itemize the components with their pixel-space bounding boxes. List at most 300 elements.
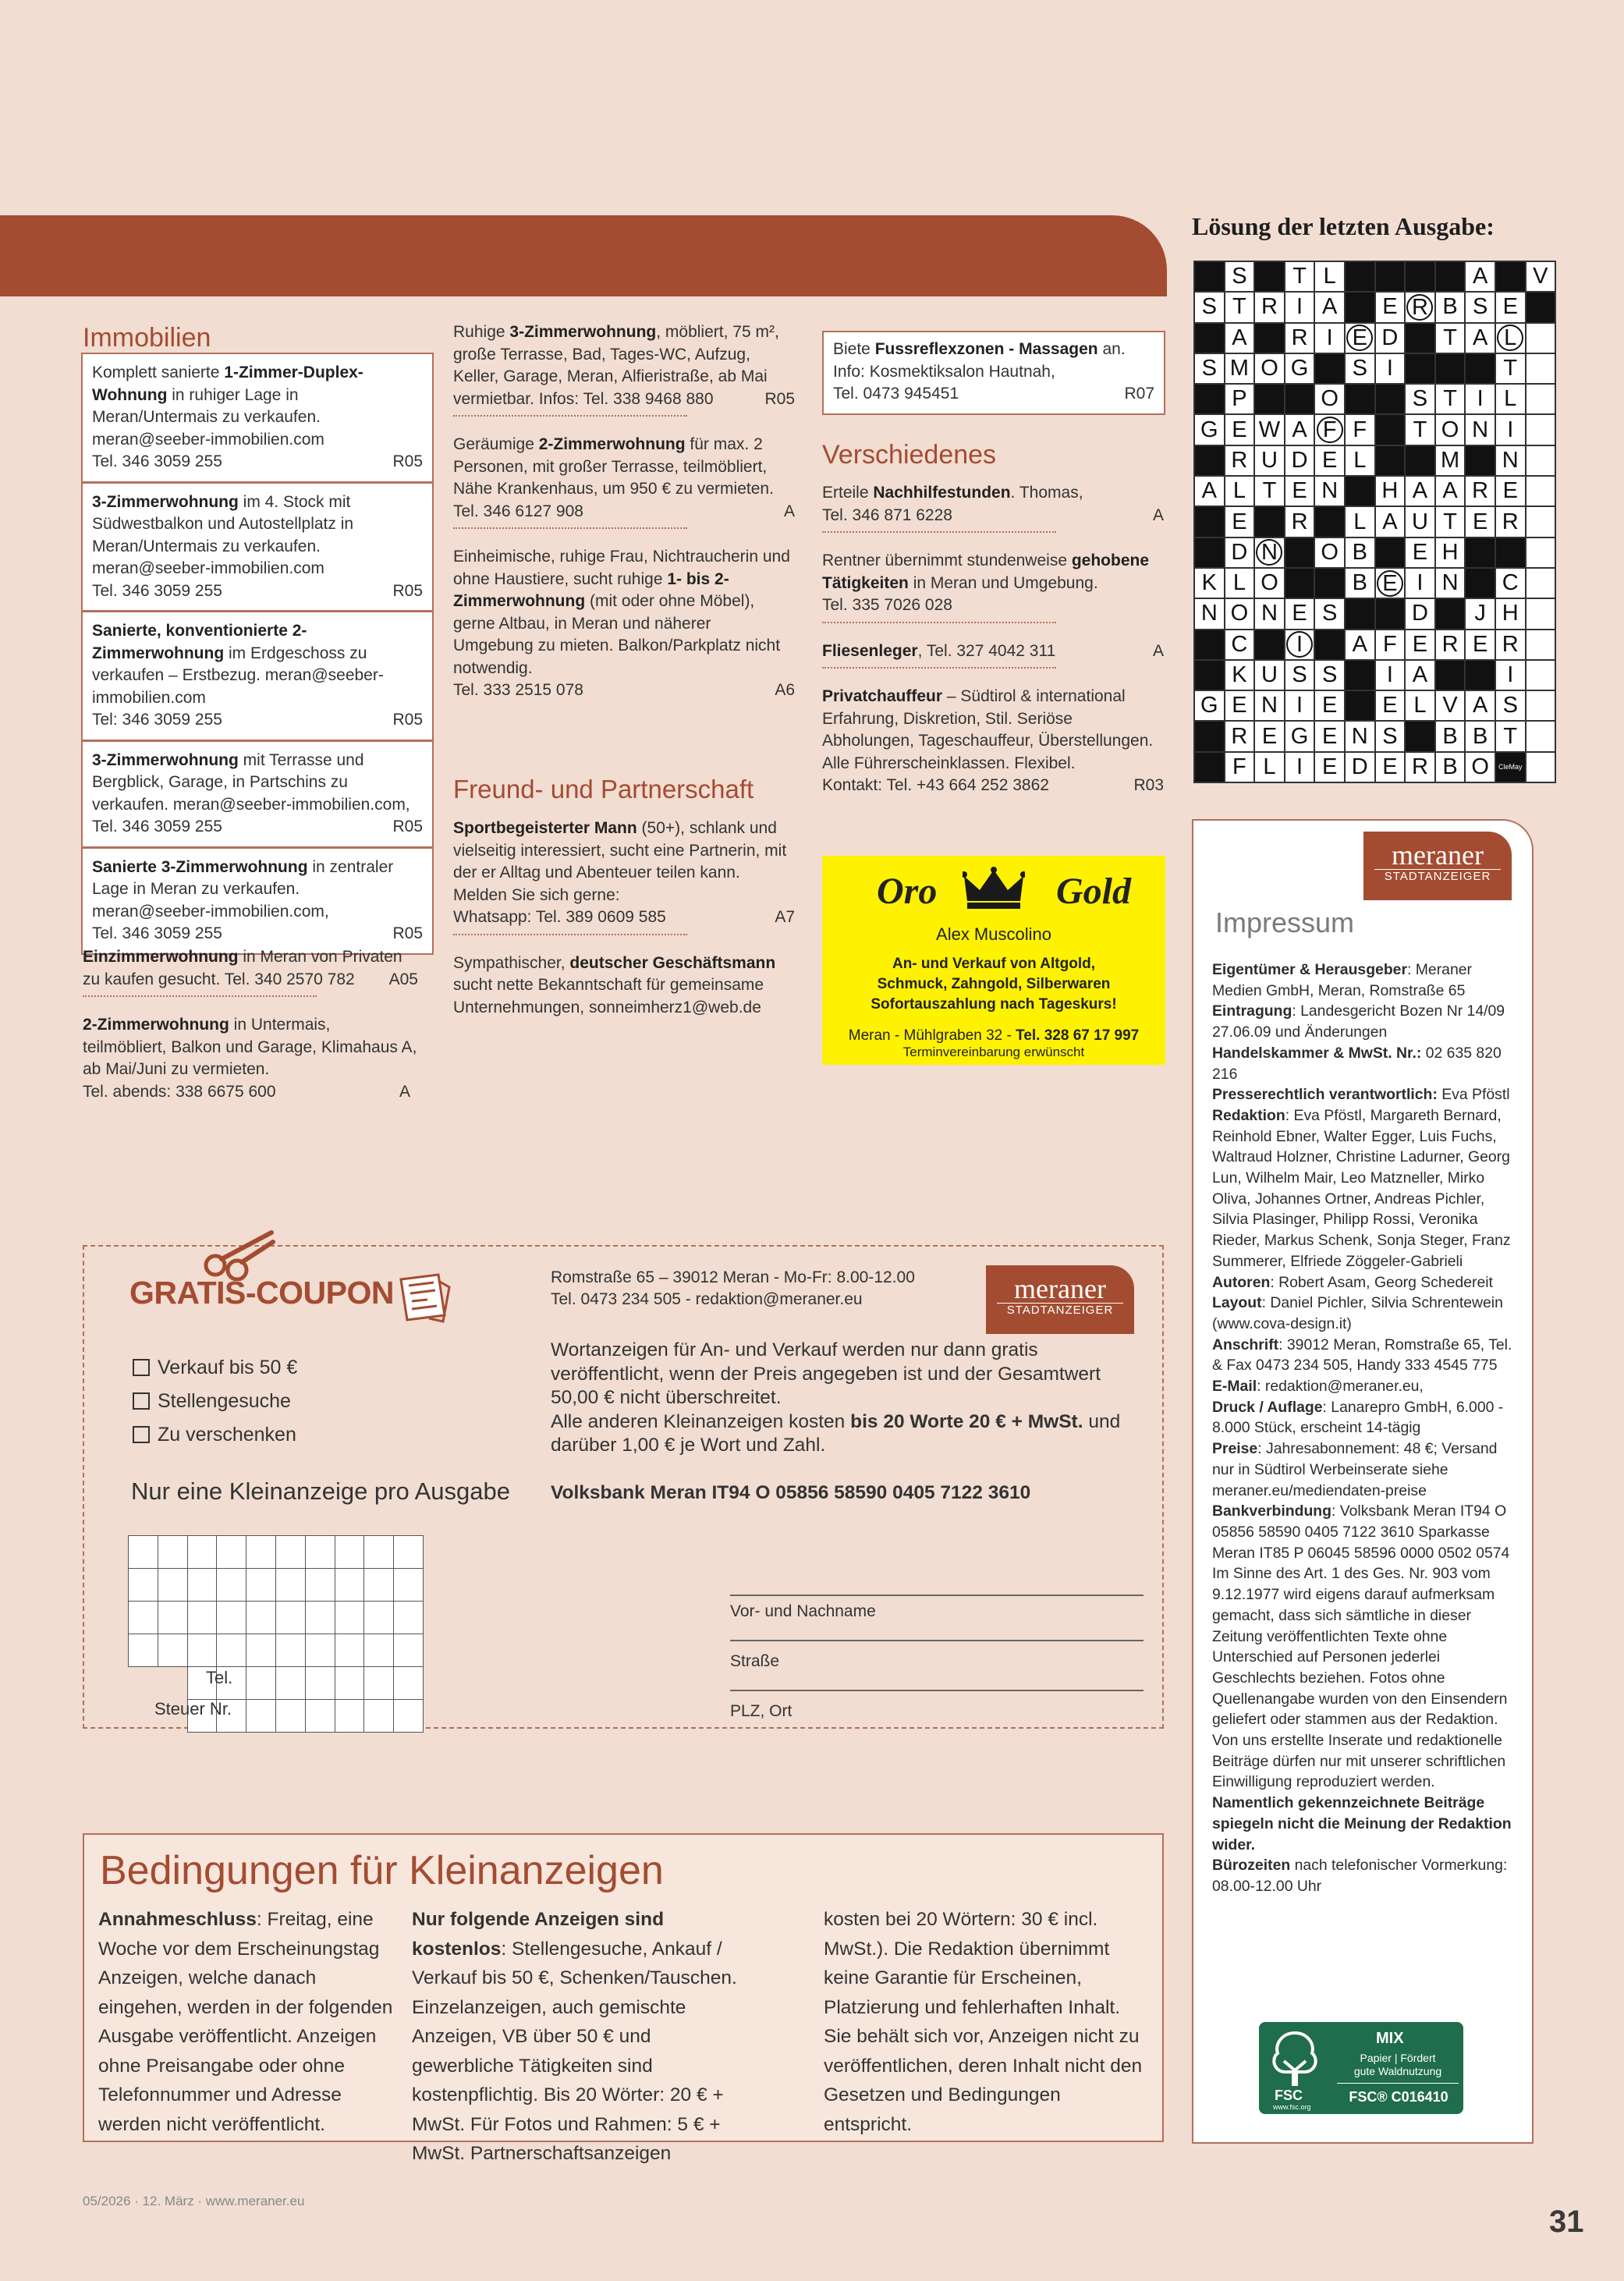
grid-cell: E bbox=[1405, 630, 1435, 660]
grid-cell: C bbox=[1225, 630, 1255, 660]
solution-title: Lösung der letzten Ausgabe: bbox=[1192, 212, 1495, 240]
grid-cell: J bbox=[1465, 598, 1495, 629]
tel-label: Tel. bbox=[206, 1668, 233, 1687]
column-2-ads bbox=[453, 321, 795, 702]
grid-cell: R bbox=[1405, 752, 1435, 782]
grid-cell: I bbox=[1285, 292, 1315, 322]
coupon-bank: Volksbank Meran IT94 O 05856 58590 0405 7122 3610 bbox=[551, 1482, 1031, 1503]
grid-row bbox=[1194, 721, 1555, 751]
grid-cell: U bbox=[1405, 506, 1435, 537]
grid-cell: S bbox=[1194, 292, 1225, 322]
grid-cell: O bbox=[1314, 537, 1345, 568]
word-cell[interactable] bbox=[364, 1569, 394, 1602]
grid-row bbox=[1194, 568, 1555, 598]
grid-cell bbox=[1194, 752, 1225, 782]
grid-cell bbox=[1526, 630, 1556, 660]
grid-cell: E bbox=[1405, 537, 1435, 568]
grid-cell bbox=[1526, 384, 1556, 414]
grid-cell bbox=[1465, 445, 1495, 476]
word-cell[interactable] bbox=[305, 1569, 335, 1602]
grid-cell: N bbox=[1345, 721, 1375, 751]
grid-cell: B bbox=[1345, 537, 1375, 568]
grid-cell: S bbox=[1345, 353, 1375, 384]
grid-cell: K bbox=[1225, 660, 1255, 690]
word-cell[interactable] bbox=[394, 1667, 424, 1700]
grid-cell: L bbox=[1254, 752, 1285, 782]
word-cell[interactable] bbox=[335, 1700, 364, 1733]
word-cell[interactable] bbox=[129, 1602, 158, 1634]
grid-cell: T bbox=[1495, 353, 1526, 384]
grid-cell: A bbox=[1375, 506, 1406, 537]
grid-cell: L bbox=[1314, 261, 1345, 292]
grid-cell bbox=[1526, 690, 1556, 721]
grid-cell bbox=[1495, 261, 1526, 292]
grid-cell: D bbox=[1375, 323, 1406, 353]
word-cell[interactable] bbox=[335, 1569, 364, 1602]
word-cell[interactable] bbox=[364, 1700, 394, 1733]
conditions-box bbox=[83, 1833, 1164, 2164]
grid-cell: T bbox=[1405, 414, 1435, 445]
grid-cell: I bbox=[1285, 630, 1315, 660]
grid-cell bbox=[1526, 353, 1556, 384]
crown-icon bbox=[963, 867, 1025, 910]
grid-cell: A bbox=[1285, 414, 1315, 445]
grid-cell bbox=[1405, 353, 1435, 384]
grid-cell bbox=[1375, 598, 1406, 629]
word-cell[interactable] bbox=[217, 1536, 246, 1569]
ad-einheimische-frau: Einheimische, ruhige Frau, Nichtraucherin und ohne Haustiere, sucht ruhige 1- bis 2-Zimmerwohnung (mit oder ohne Möbel), gerne Altbau, in Meran und näherer Umgebung zu mieten. Balkon/Parkplatz nicht notwendig. Tel. 333 2515 078 A6 bbox=[453, 548, 795, 699]
impressum-line: Bürozeiten nach telefonischer Vormerkung: 08.00-12.00 Uhr bbox=[1212, 1857, 1508, 1895]
word-cell[interactable] bbox=[217, 1569, 246, 1602]
immobilien-ad: 3-Zimmerwohnung mit Terrasse und Bergblick, Garage, in Partschins zu verkaufen. meran@seeber-immobilien.com, Tel. 346 3059 255 R05 bbox=[83, 742, 432, 849]
impressum-line: Eintragung: Landesgericht Bozen Nr 14/09 27.06.09 und Änderungen bbox=[1212, 1002, 1505, 1041]
grid-cell: H bbox=[1495, 598, 1526, 629]
grid-cell: N bbox=[1254, 598, 1285, 629]
street-field[interactable]: Straße bbox=[730, 1648, 1144, 1691]
gratis-coupon bbox=[83, 1245, 1164, 1729]
word-cell[interactable] bbox=[129, 1700, 158, 1733]
grid-cell bbox=[1375, 261, 1406, 292]
word-cell[interactable] bbox=[129, 1569, 158, 1602]
ad-2-zimmer-terrasse: Geräumige 2-Zimmerwohnung für max. 2 Personen, mit großer Terrasse, teilmöbliert, Nähe Krankenhaus, um 950 € zu vermieten. Tel. 346 6127 908 A bbox=[453, 435, 795, 520]
grid-cell: N bbox=[1314, 476, 1345, 506]
grid-cell: E bbox=[1314, 445, 1345, 476]
option-verkauf[interactable]: Verkauf bis 50 € bbox=[133, 1351, 297, 1385]
word-cell[interactable] bbox=[335, 1634, 364, 1667]
conditions-col-2: Nur folgende Anzeigen sind kostenlos: Stellengesuche, Ankauf / Verkauf bis 50 €, Schenken/Tauschen. Einzelanzeigen, auch gemischte Anzeigen, VB über 50 € und gewerbliche Tätigkeiten sind kostenpflichtig. Bis 20 Wörter: 20 € + MwSt. Für Fotos und Rahmen: 5 € + MwSt. Partnerschaftsanzeigen bbox=[412, 1909, 737, 2164]
word-cell[interactable] bbox=[394, 1569, 424, 1602]
grid-cell: A bbox=[1345, 630, 1375, 660]
immobilien-title: Immobilien bbox=[83, 323, 211, 353]
word-cell[interactable] bbox=[187, 1634, 217, 1667]
word-cell[interactable] bbox=[275, 1536, 305, 1569]
word-cell[interactable] bbox=[275, 1602, 305, 1634]
grid-cell bbox=[1375, 414, 1406, 445]
grid-cell bbox=[1194, 445, 1225, 476]
grid-cell: T bbox=[1225, 292, 1255, 322]
grid-row bbox=[1194, 537, 1555, 568]
option-stellengesuche[interactable]: Stellengesuche bbox=[133, 1385, 297, 1418]
grid-cell: D bbox=[1225, 537, 1255, 568]
fsc-text: Papier | Fördert gute Waldnutzung bbox=[1353, 2052, 1442, 2077]
grid-row bbox=[1194, 414, 1555, 445]
grid-cell: G bbox=[1194, 690, 1225, 721]
ad-geschaeftsmann: Sympathischer, deutscher Geschäftsmann sucht nette Bekanntschaft für gemeinsame Unternehmungen, sonneimherz1@web.de bbox=[453, 953, 776, 1016]
immobilien-ad: Sanierte, konventionierte 2-Zimmerwohnung im Erdgeschoss zu verkaufen – Erstbezug. meran@seeber-immobilien.com Tel: 346 3059 255 R05 bbox=[83, 612, 432, 742]
grid-row bbox=[1194, 292, 1555, 322]
grid-cell: S bbox=[1465, 292, 1495, 322]
word-cell[interactable] bbox=[394, 1602, 424, 1634]
grid-cell bbox=[1375, 445, 1406, 476]
impressum-line: Preise: Jahresabonnement: 48 €; Versand nur in Südtirol Werbeinserate siehe meraner.eu/mediendaten-preise bbox=[1212, 1440, 1498, 1499]
grid-cell: T bbox=[1254, 476, 1285, 506]
grid-cell bbox=[1345, 384, 1375, 414]
grid-cell bbox=[1526, 721, 1556, 751]
grid-cell: A bbox=[1465, 323, 1495, 353]
grid-cell bbox=[1405, 721, 1435, 751]
newspaper-icon bbox=[395, 1270, 452, 1325]
grid-cell: S bbox=[1225, 261, 1255, 292]
grid-cell bbox=[1435, 261, 1466, 292]
immobilien-ad: 3-Zimmerwohnung im 4. Stock mit Südwestbalkon und Autostellplatz in Meran/Untermais zu verkaufen. meran@seeber-immobilien.com Tel. 346 3059 255 R05 bbox=[83, 484, 432, 613]
grid-cell bbox=[1314, 568, 1345, 598]
grid-cell: S bbox=[1375, 721, 1406, 751]
grid-cell: O bbox=[1465, 752, 1495, 782]
word-cell[interactable] bbox=[246, 1634, 276, 1667]
grid-cell: F bbox=[1345, 414, 1375, 445]
grid-cell: E bbox=[1285, 598, 1315, 629]
impressum-title: Impressum bbox=[1215, 906, 1355, 938]
word-cell[interactable] bbox=[246, 1667, 276, 1700]
grid-cell: U bbox=[1254, 445, 1285, 476]
grid-row bbox=[1194, 630, 1555, 660]
word-cell[interactable] bbox=[129, 1634, 158, 1667]
grid-cell bbox=[1314, 353, 1345, 384]
grid-cell bbox=[1345, 476, 1375, 506]
word-cell[interactable] bbox=[275, 1569, 305, 1602]
grid-cell: O bbox=[1254, 568, 1285, 598]
grid-cell bbox=[1194, 721, 1225, 751]
word-cell[interactable] bbox=[187, 1536, 217, 1569]
impressum-box bbox=[1192, 819, 1534, 2144]
grid-cell: F bbox=[1314, 414, 1345, 445]
gold-brand-left: Oro bbox=[877, 871, 938, 912]
grid-cell: R bbox=[1225, 445, 1255, 476]
grid-cell: E bbox=[1375, 690, 1406, 721]
ad-3-zimmer-moebliert: Ruhige 3-Zimmerwohnung, möbliert, 75 m², große Terrasse, Bad, Tages-WC, Aufzug, Keller, Garage, Meran, Alfieristraße, ab Mai vermietbar. Infos: Tel. 338 9468 880 R05 bbox=[453, 323, 795, 408]
word-cell[interactable] bbox=[187, 1602, 217, 1634]
word-cell[interactable] bbox=[335, 1667, 364, 1700]
grid-cell: V bbox=[1526, 261, 1556, 292]
fsc-logo: FSC www.fsc.org MIX Papier | Fördert gute Waldnutzung FSC® C016410 bbox=[1259, 2022, 1463, 2114]
grid-cell: A bbox=[1225, 323, 1255, 353]
grid-cell bbox=[1526, 752, 1556, 782]
gold-owner: Alex Muscolino bbox=[936, 924, 1051, 944]
word-cell[interactable] bbox=[364, 1634, 394, 1667]
ad-sportbegeisterter: Sportbegeisterter Mann (50+), schlank und vielseitig interessiert, sucht eine Partnerin, mit der er Alltag und Abenteuer teilen kann. Melden Sie sich gerne: Whatsapp: Tel. 389 0609 585 A7 bbox=[453, 819, 795, 926]
name-field[interactable]: Vor- und Nachname bbox=[730, 1598, 1144, 1641]
grid-cell bbox=[1526, 537, 1556, 568]
grid-cell: M bbox=[1225, 353, 1255, 384]
word-cell[interactable] bbox=[217, 1602, 246, 1634]
page-number: 31 bbox=[1549, 2205, 1584, 2239]
impressum-line: Redaktion: Eva Pföstl, Margareth Bernard, Reinhold Ebner, Walter Egger, Luis Fuchs, Waltraud Holzner, Christine Ladurner, Georg Lun, Wilhelm Mair, Leo Matzneller, Mirko Oliva, Johannes Ortner, Andreas Pichler, Silvia Plasinger, Philipp Rossi, Veronika Rieder, Markus Schenk, Sonja Steger, Franz Summerer, Elfriede Zöggeler-Gabrieli bbox=[1212, 1106, 1511, 1270]
word-cell[interactable] bbox=[305, 1602, 335, 1634]
grid-cell bbox=[1194, 261, 1225, 292]
word-cell[interactable] bbox=[158, 1536, 187, 1569]
grid-row bbox=[1194, 353, 1555, 384]
grid-cell: T bbox=[1435, 506, 1466, 537]
grid-row bbox=[1194, 384, 1555, 414]
word-cell[interactable] bbox=[364, 1602, 394, 1634]
immobilien-ad: Komplett sanierte 1-Zimmer-Duplex-Wohnung in ruhiger Lage in Meran/Untermais zu verkaufen. meran@seeber-immobilien.com Tel. 346 3059 255 R05 bbox=[83, 354, 432, 484]
freund-title: Freund- und Partnerschaft bbox=[453, 775, 754, 803]
word-cell[interactable] bbox=[305, 1536, 335, 1569]
grid-cell bbox=[1495, 537, 1526, 568]
impressum-line: Druck / Auflage: Lanarepro GmbH, 6.000 - 8.000 Stück, erscheint 14-tägig bbox=[1212, 1398, 1504, 1437]
grid-cell bbox=[1526, 414, 1556, 445]
grid-cell: I bbox=[1495, 660, 1526, 690]
grid-cell: B bbox=[1465, 721, 1495, 751]
word-cell[interactable] bbox=[129, 1667, 158, 1700]
word-cell[interactable] bbox=[275, 1667, 305, 1700]
immobilien-ad: Sanierte 3-Zimmerwohnung in zentraler Lage in Meran zu verkaufen. meran@seeber-immobilien.com, Tel. 346 3059 255 R05 bbox=[92, 857, 423, 942]
grid-row bbox=[1194, 598, 1555, 629]
grid-cell bbox=[1435, 598, 1466, 629]
impressum-line: Namentlich gekennzeichnete Beiträge spiegeln nicht die Meinung der Redaktion wider. bbox=[1212, 1794, 1512, 1854]
steuer-label: Steuer Nr. bbox=[154, 1699, 232, 1719]
grid-cell: B bbox=[1435, 292, 1466, 322]
word-cell[interactable] bbox=[217, 1634, 246, 1667]
coupon-limit: Nur eine Kleinanzeige pro Ausgabe bbox=[131, 1478, 511, 1505]
checkbox-verschenken[interactable] bbox=[133, 1426, 150, 1443]
grid-cell bbox=[1435, 660, 1466, 690]
grid-cell bbox=[1526, 445, 1556, 476]
grid-cell: I bbox=[1465, 384, 1495, 414]
grid-cell bbox=[1194, 660, 1225, 690]
fsc-tree-icon bbox=[1267, 2030, 1323, 2088]
grid-cell: A bbox=[1465, 690, 1495, 721]
grid-cell bbox=[1345, 660, 1375, 690]
grid-cell: T bbox=[1285, 261, 1315, 292]
grid-cell: I bbox=[1375, 660, 1406, 690]
word-cell[interactable] bbox=[305, 1700, 335, 1733]
grid-cell: A bbox=[1405, 476, 1435, 506]
word-cell[interactable] bbox=[335, 1536, 364, 1569]
grid-cell: O bbox=[1435, 414, 1466, 445]
header-band bbox=[0, 215, 1167, 296]
grid-cell: O bbox=[1254, 353, 1285, 384]
gold-brand-right: Gold bbox=[1056, 871, 1131, 912]
word-cell[interactable] bbox=[187, 1569, 217, 1602]
grid-cell bbox=[1526, 323, 1556, 353]
grid-cell: E bbox=[1314, 752, 1345, 782]
grid-cell: P bbox=[1225, 384, 1255, 414]
word-cell[interactable] bbox=[335, 1602, 364, 1634]
coupon-logo: meraner STADTANZEIGER bbox=[986, 1265, 1134, 1334]
ad-fussreflex: Biete Fussreflexzonen - Massagen an. Info: Kosmektiksalon Hautnah, Tel. 0473 945451 R07 bbox=[822, 331, 1165, 415]
grid-cell: B bbox=[1435, 752, 1466, 782]
grid-cell: N bbox=[1254, 690, 1285, 721]
verschiedenes-ads: Erteile Nachhilfestunden. Thomas, Tel. 346 871 6228 A Rentner übernimmt stundenweise gehobene Tätigkeiten in Meran und Umgebung. Tel. 335 7026 028 Fliesenleger, Tel. 327 4042 311 A Privatchauffeur – Südtirol & international Erfahrung, Diskretion, Stil. Seriöse Abholungen, Tageschauffeur, Überstellungen. Alle Führerscheinklassen. Flexibel. Kontakt: Tel. +43 664 252 3862 R03 bbox=[822, 484, 1164, 794]
grid-cell: V bbox=[1435, 690, 1466, 721]
grid-cell: A bbox=[1314, 292, 1345, 322]
verschiedenes-title: Verschiedenes bbox=[822, 440, 997, 470]
grid-cell: E bbox=[1225, 506, 1255, 537]
grid-cell bbox=[1526, 598, 1556, 629]
grid-cell: O bbox=[1314, 384, 1345, 414]
grid-cell: S bbox=[1285, 660, 1315, 690]
word-cell[interactable] bbox=[246, 1602, 276, 1634]
grid-cell: I bbox=[1285, 690, 1315, 721]
grid-cell: E bbox=[1465, 506, 1495, 537]
word-cell[interactable] bbox=[275, 1700, 305, 1733]
grid-cell: B bbox=[1435, 721, 1466, 751]
partnerschaft-ads bbox=[453, 818, 795, 1019]
option-verschenken[interactable]: Zu verschenken bbox=[133, 1418, 297, 1452]
checkbox-stellengesuche[interactable] bbox=[133, 1392, 150, 1410]
oro-gold-ad: Oro Gold Alex Muscolino An- und Verkauf von Altgold, Schmuck, Zahngold, Silberwaren Sofortauszahlung nach Tageskurs! Meran - Mühlgraben 32 - Tel. 328 67 17 997 Terminvereinbarung erwünscht bbox=[822, 856, 1165, 1065]
grid-cell: U bbox=[1254, 660, 1285, 690]
grid-cell bbox=[1285, 537, 1315, 568]
meraner-logo: meraner STADTANZEIGER bbox=[1363, 832, 1512, 900]
grid-row bbox=[1194, 506, 1555, 537]
grid-cell bbox=[1405, 323, 1435, 353]
coupon-address: Romstraße 65 – 39012 Meran - Mo-Fr: 8.00-12.00 Tel. 0473 234 505 - redaktion@meraner.eu bbox=[551, 1268, 915, 1308]
grid-cell bbox=[1285, 568, 1315, 598]
grid-cell: L bbox=[1345, 506, 1375, 537]
grid-cell: A bbox=[1465, 261, 1495, 292]
grid-cell bbox=[1465, 353, 1495, 384]
grid-cell: R bbox=[1465, 476, 1495, 506]
grid-cell: A bbox=[1405, 660, 1435, 690]
grid-cell bbox=[1254, 630, 1285, 660]
word-cell[interactable] bbox=[305, 1634, 335, 1667]
grid-cell bbox=[1465, 660, 1495, 690]
grid-cell: R bbox=[1495, 506, 1526, 537]
grid-cell bbox=[1194, 506, 1225, 537]
grid-cell: S bbox=[1314, 660, 1345, 690]
grid-row bbox=[1194, 323, 1555, 353]
word-cell[interactable] bbox=[158, 1634, 187, 1667]
impressum-line: Autoren: Robert Asam, Georg Schedereit bbox=[1212, 1273, 1493, 1291]
grid-cell bbox=[1254, 384, 1285, 414]
impressum-line: Handelskammer & MwSt. Nr.: 02 635 820 216 bbox=[1212, 1044, 1502, 1083]
grid-cell bbox=[1285, 384, 1315, 414]
word-cell[interactable] bbox=[305, 1667, 335, 1700]
grid-cell: L bbox=[1345, 445, 1375, 476]
impressum-line: Layout: Daniel Pichler, Silvia Schrentewein (www.cova-design.it) bbox=[1212, 1294, 1503, 1332]
crossword-solution-grid bbox=[1193, 261, 1556, 783]
line-top bbox=[730, 1595, 1144, 1596]
grid-cell: G bbox=[1285, 353, 1315, 384]
word-cell[interactable] bbox=[364, 1667, 394, 1700]
grid-row bbox=[1194, 752, 1555, 782]
word-cell[interactable] bbox=[246, 1569, 276, 1602]
grid-cell: E bbox=[1375, 752, 1406, 782]
grid-cell bbox=[1526, 292, 1556, 322]
grid-cell: R bbox=[1435, 630, 1466, 660]
grid-cell: M bbox=[1435, 445, 1466, 476]
grid-cell: S bbox=[1194, 353, 1225, 384]
grid-cell: G bbox=[1194, 414, 1225, 445]
conditions-col-3: kosten bei 20 Wörtern: 30 € incl. MwSt.). Die Redaktion übernimmt keine Garantie für Erscheinen, Platzierung und fehlerhaften Inhalt. Sie behält sich vor, Anzeigen nicht zu veröffentlichen, deren Inhalt nicht den Gesetzen und Bedingungen entspricht. bbox=[824, 1909, 1143, 2135]
conditions-title: Bedingungen für Kleinanzeigen bbox=[100, 1848, 664, 1893]
grid-cell: F bbox=[1225, 752, 1255, 782]
grid-cell: E bbox=[1285, 476, 1315, 506]
grid-cell bbox=[1254, 506, 1285, 537]
grid-cell: D bbox=[1405, 598, 1435, 629]
word-cell[interactable] bbox=[246, 1536, 276, 1569]
grid-cell: CleMay bbox=[1495, 752, 1526, 782]
coupon-title: GRATIS-COUPON bbox=[129, 1275, 394, 1311]
coupon-terms: Wortanzeigen für An- und Verkauf werden nur dann gratis veröffentlicht, wenn der Preis angegeben ist und der Gesamtwert 50,00 € nicht überschreitet. Alle anderen Kleinanzeigen kosten bis 20 Worte 20 € + MwSt. und darüber 1,00 € je Wort und Zahl. bbox=[551, 1339, 1121, 1456]
grid-cell: E bbox=[1314, 690, 1345, 721]
grid-cell: E bbox=[1375, 568, 1406, 598]
word-cell[interactable] bbox=[158, 1569, 187, 1602]
word-cell[interactable] bbox=[394, 1536, 424, 1569]
grid-cell bbox=[1375, 384, 1406, 414]
conditions-col-1: Annahmeschluss: Freitag, eine Woche vor dem Erscheinungstag Anzeigen, welche danach eingehen, werden in der folgenden Ausgabe veröffentlicht. Anzeigen ohne Preisangabe oder ohne Telefonnummer und Adresse werden nicht veröffentlicht. bbox=[98, 1909, 393, 2135]
grid-cell bbox=[1345, 292, 1375, 322]
grid-cell: E bbox=[1254, 721, 1285, 751]
impressum-line: Bankverbindung: Volksbank Meran IT94 O 05856 58590 0405 7122 3610 Sparkasse Meran IT85 P 06045 58596 0000 0502 0574 bbox=[1212, 1502, 1510, 1562]
city-field[interactable]: PLZ, Ort bbox=[730, 1702, 792, 1720]
checkbox-verkauf[interactable] bbox=[133, 1359, 150, 1376]
grid-cell: B bbox=[1345, 568, 1375, 598]
impressum-line: Anschrift: 39012 Meran, Romstraße 65, Tel. & Fax 0473 234 505, Handy 333 4545 775 bbox=[1212, 1336, 1512, 1375]
grid-cell: E bbox=[1225, 414, 1255, 445]
grid-cell bbox=[1194, 630, 1225, 660]
word-cell[interactable] bbox=[275, 1634, 305, 1667]
grid-row bbox=[1194, 476, 1555, 506]
grid-row bbox=[1194, 445, 1555, 476]
grid-cell: S bbox=[1314, 598, 1345, 629]
grid-cell: I bbox=[1285, 752, 1315, 782]
word-cell[interactable] bbox=[158, 1602, 187, 1634]
word-cell[interactable] bbox=[364, 1536, 394, 1569]
grid-cell: I bbox=[1375, 353, 1406, 384]
footer-issue: 05/2026 · 12. März · www.meraner.eu bbox=[83, 2194, 305, 2208]
grid-cell bbox=[1314, 506, 1345, 537]
grid-cell: H bbox=[1375, 476, 1406, 506]
word-cell[interactable] bbox=[158, 1667, 187, 1700]
grid-cell: L bbox=[1225, 568, 1255, 598]
grid-cell bbox=[1314, 630, 1345, 660]
impressum-line: Im Sinne des Art. 1 des Ges. Nr. 903 vom 9.12.1977 wird eigens darauf aufmerksam gemacht, dass sich sämtliche in dieser Zeitung veröffentlichten Texte ohne Unterschied auf Personen jederlei Geschlechts beziehen. Fotos ohne Quellenangabe wurden von den Einsendern geliefert oder stammen aus der Redaktion. Von uns erstellte Inserate und redaktionelle Beiträge dürfen nur mit unserer schriftlichen Einwilligung reproduziert werden. bbox=[1212, 1565, 1508, 1791]
grid-cell bbox=[1345, 261, 1375, 292]
grid-cell: R bbox=[1285, 323, 1315, 353]
word-cell[interactable] bbox=[129, 1536, 158, 1569]
grid-cell bbox=[1254, 323, 1285, 353]
word-cell[interactable] bbox=[394, 1634, 424, 1667]
grid-cell: I bbox=[1495, 414, 1526, 445]
grid-cell: A bbox=[1435, 476, 1466, 506]
grid-cell: N bbox=[1194, 598, 1225, 629]
grid-cell: F bbox=[1375, 630, 1406, 660]
scissors-icon bbox=[201, 1228, 276, 1281]
grid-cell: S bbox=[1405, 384, 1435, 414]
grid-cell: R bbox=[1254, 292, 1285, 322]
impressum-line: Presserechtlich verantwortlich: Eva Pföstl bbox=[1212, 1086, 1510, 1104]
word-cell[interactable] bbox=[394, 1700, 424, 1733]
grid-cell: G bbox=[1285, 721, 1315, 751]
grid-cell: R bbox=[1225, 721, 1255, 751]
grid-row bbox=[1194, 660, 1555, 690]
grid-cell: I bbox=[1314, 323, 1345, 353]
grid-cell bbox=[1526, 476, 1556, 506]
word-cell[interactable] bbox=[246, 1700, 276, 1733]
